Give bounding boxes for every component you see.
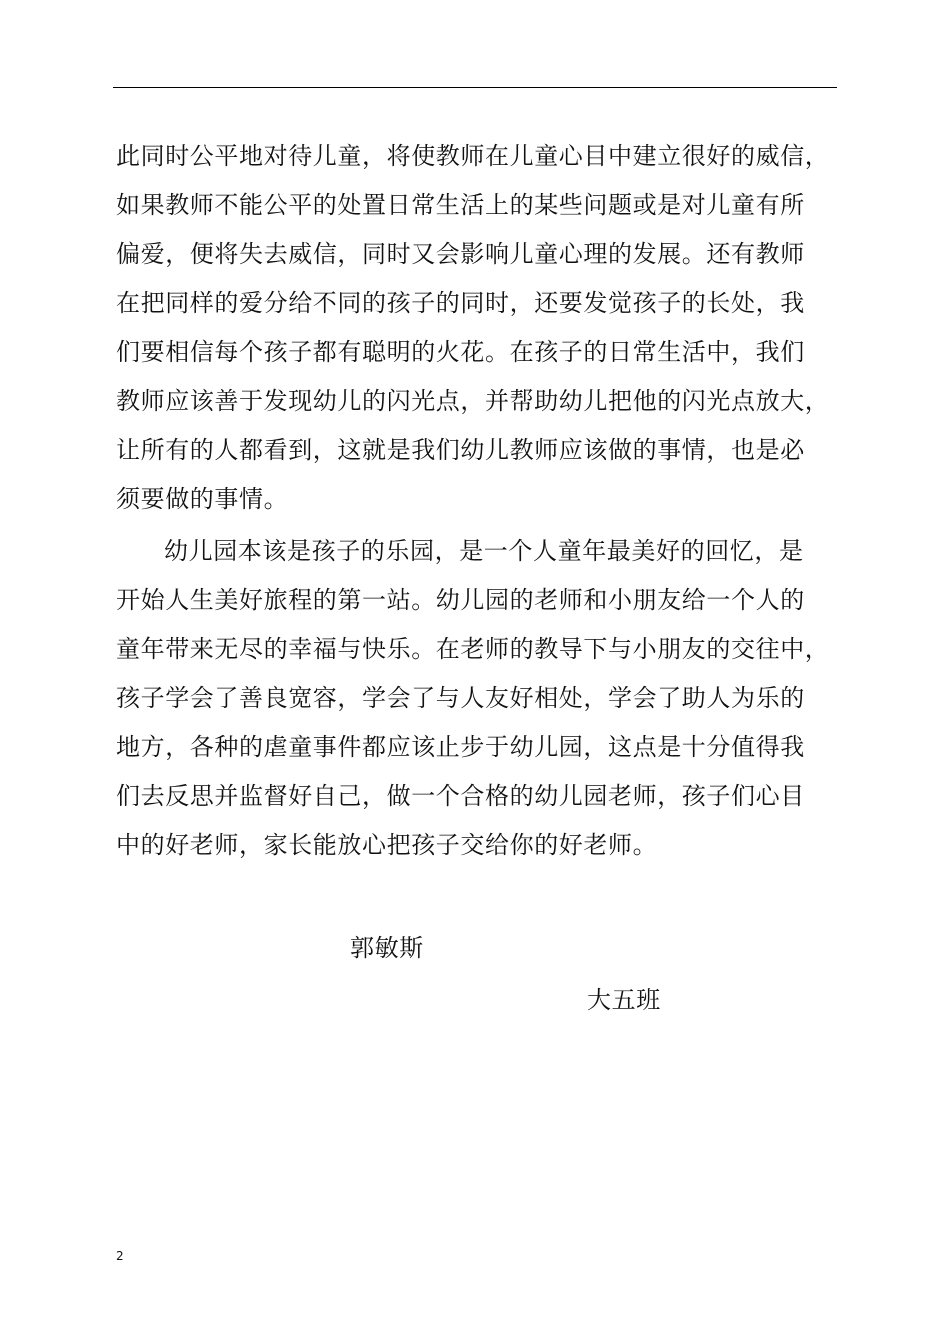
text-line: 地方，各种的虐童事件都应该止步于幼儿园，这点是十分值得我 — [116, 733, 805, 761]
signature-name: 郭敏斯 — [350, 934, 424, 962]
header-rule — [113, 87, 837, 88]
text-line: 如果教师不能公平的处置日常生活上的某些问题或是对儿童有所 — [116, 191, 805, 219]
signature-class: 大五班 — [587, 986, 661, 1014]
text-line: 让所有的人都看到，这就是我们幼儿教师应该做的事情，也是必 — [116, 436, 805, 464]
text-line: 此同时公平地对待儿童，将使教师在儿童心目中建立很好的威信， — [116, 142, 830, 170]
text-line: 在把同样的爱分给不同的孩子的同时，还要发觉孩子的长处，我 — [116, 289, 805, 317]
text-line: 偏爱，便将失去威信，同时又会影响儿童心理的发展。还有教师 — [116, 240, 805, 268]
page-number: 2 — [116, 1249, 124, 1263]
text-line: 教师应该善于发现幼儿的闪光点，并帮助幼儿把他的闪光点放大， — [116, 387, 830, 415]
text-line: 中的好老师，家长能放心把孩子交给你的好老师。 — [116, 831, 658, 859]
text-line: 幼儿园本该是孩子的乐园，是一个人童年最美好的回忆，是 — [164, 537, 804, 565]
text-line: 开始人生美好旅程的第一站。幼儿园的老师和小朋友给一个人的 — [116, 586, 805, 614]
text-line: 须要做的事情。 — [116, 485, 289, 513]
text-line: 孩子学会了善良宽容，学会了与人友好相处，学会了助人为乐的 — [116, 684, 805, 712]
text-line: 们去反思并监督好自己，做一个合格的幼儿园老师，孩子们心目 — [116, 782, 805, 810]
text-line: 们要相信每个孩子都有聪明的火花。在孩子的日常生活中，我们 — [116, 338, 805, 366]
text-line: 童年带来无尽的幸福与快乐。在老师的教导下与小朋友的交往中， — [116, 635, 830, 663]
